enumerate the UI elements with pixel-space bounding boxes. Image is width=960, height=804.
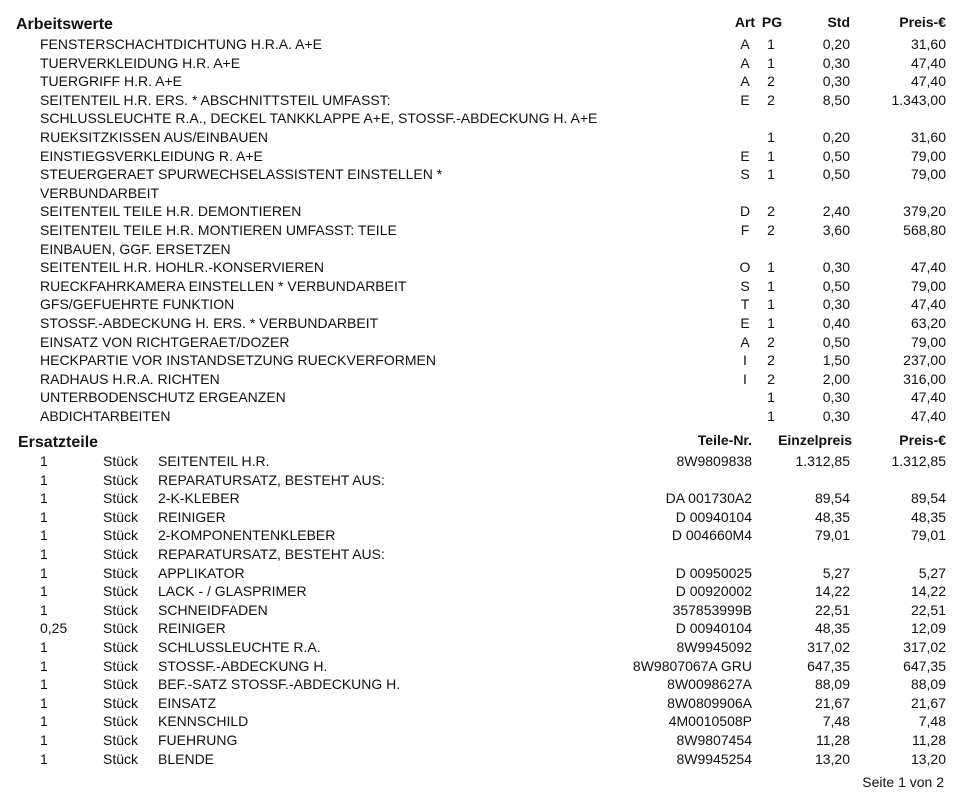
- ersatzteile-title: Ersatzteile: [18, 434, 99, 451]
- arbeitswerte-art: F: [740, 222, 750, 238]
- ersatzteile-einheit: Stück: [103, 564, 139, 581]
- arbeitswerte-preis: 47,40: [910, 296, 946, 313]
- ersatzteile-row: [0, 526, 960, 545]
- ersatzteile-preis: 88,09: [910, 676, 946, 693]
- arbeitswerte-row: [0, 314, 960, 333]
- arbeitswerte-std: 0,30: [822, 389, 850, 406]
- arbeitswerte-pg: 1: [767, 54, 775, 71]
- ersatzteile-preis: 647,35: [903, 657, 946, 674]
- ersatzteile-teilenr: 8W9809838: [676, 453, 752, 469]
- arbeitswerte-description: HECKPARTIE VOR INSTANDSETZUNG RUECKVERFORMEN: [40, 352, 436, 369]
- ersatzteile-bezeichnung: BEF.-SATZ STOSSF.-ABDECKUNG H.: [158, 676, 401, 693]
- ersatzteile-bezeichnung: FUEHRUNG: [158, 732, 238, 748]
- ersatzteile-einheit: Stück: [103, 639, 139, 655]
- arbeitswerte-preis: 1.343,00: [891, 91, 946, 108]
- arbeitswerte-std: 0,50: [822, 333, 850, 350]
- arbeitswerte-pg: 1: [767, 277, 775, 294]
- ersatzteile-bezeichnung: STOSSF.-ABDECKUNG H.: [158, 657, 328, 674]
- arbeitswerte-header-pg: PG: [761, 14, 783, 30]
- arbeitswerte-art: A: [740, 36, 750, 52]
- arbeitswerte-art: O: [739, 259, 751, 276]
- ersatzteile-menge: 1: [40, 490, 48, 507]
- arbeitswerte-description: FENSTERSCHACHTDICHTUNG H.R.A. A+E: [40, 36, 322, 52]
- ersatzteile-bezeichnung: BLENDE: [158, 750, 215, 767]
- arbeitswerte-row: [0, 351, 960, 370]
- ersatzteile-einzelpreis: 79,01: [814, 527, 850, 544]
- ersatzteile-row: [0, 564, 960, 583]
- ersatzteile-row: [0, 619, 960, 638]
- ersatzteile-einzelpreis: 14,22: [814, 583, 850, 600]
- ersatzteile-bezeichnung: REINIGER: [158, 620, 226, 637]
- ersatzteile-menge: 1: [40, 657, 48, 674]
- ersatzteile-bezeichnung: 2-K-KLEBER: [158, 490, 240, 507]
- ersatzteile-einzelpreis: 317,02: [807, 639, 850, 655]
- arbeitswerte-row: [0, 258, 960, 277]
- ersatzteile-preis: 1.312,85: [891, 453, 946, 469]
- ersatzteile-einzelpreis: 22,51: [814, 601, 850, 618]
- ersatzteile-row: [0, 601, 960, 620]
- ersatzteile-bezeichnung: REINIGER: [158, 508, 226, 525]
- arbeitswerte-row: [0, 147, 960, 166]
- arbeitswerte-preis: 316,00: [903, 370, 946, 387]
- ersatzteile-teilenr: D 00940104: [675, 508, 752, 525]
- ersatzteile-menge: 1: [40, 471, 48, 488]
- arbeitswerte-description: RUECKFAHRKAMERA EINSTELLEN * VERBUNDARBEIT: [40, 277, 407, 294]
- arbeitswerte-row: [0, 35, 960, 54]
- ersatzteile-einzelpreis: 1.312,85: [795, 453, 850, 469]
- arbeitswerte-art: S: [740, 166, 750, 183]
- ersatzteile-einzelpreis: 21,67: [814, 694, 850, 711]
- arbeitswerte-row: [0, 221, 960, 240]
- arbeitswerte-row: [0, 54, 960, 73]
- arbeitswerte-description: STOSSF.-ABDECKUNG H. ERS. * VERBUNDARBEIT: [40, 315, 379, 331]
- arbeitswerte-description: SEITENTEIL H.R. ERS. * ABSCHNITTSTEIL UMFASST:: [40, 91, 391, 108]
- arbeitswerte-pg: 1: [767, 129, 775, 145]
- ersatzteile-menge: 1: [40, 639, 48, 655]
- arbeitswerte-row: [0, 295, 960, 314]
- ersatzteile-einheit: Stück: [103, 471, 139, 488]
- arbeitswerte-description: EINSATZ VON RICHTGERAET/DOZER: [40, 333, 290, 350]
- arbeitswerte-header-std: Std: [827, 14, 850, 30]
- arbeitswerte-preis: 79,00: [910, 277, 946, 294]
- arbeitswerte-pg: 2: [767, 222, 775, 238]
- ersatzteile-row: [0, 675, 960, 694]
- ersatzteile-row: [0, 582, 960, 601]
- ersatzteile-teilenr: 8W0098627A: [667, 676, 752, 693]
- ersatzteile-einzelpreis: 647,35: [807, 657, 850, 674]
- ersatzteile-einheit: Stück: [103, 732, 139, 748]
- ersatzteile-teilenr: 8W9945092: [676, 639, 752, 655]
- arbeitswerte-preis: 568,80: [903, 222, 946, 238]
- arbeitswerte-description: TUERGRIFF H.R. A+E: [40, 73, 182, 90]
- arbeitswerte-description: SEITENTEIL TEILE H.R. DEMONTIEREN: [40, 203, 302, 220]
- ersatzteile-einheit: Stück: [103, 601, 139, 618]
- arbeitswerte-row: [0, 165, 960, 184]
- arbeitswerte-preis: 63,20: [910, 315, 946, 331]
- arbeitswerte-preis: 79,00: [910, 166, 946, 183]
- arbeitswerte-art: I: [743, 352, 747, 369]
- ersatzteile-bezeichnung: EINSATZ: [158, 694, 217, 711]
- ersatzteile-preis: 5,27: [918, 564, 946, 581]
- arbeitswerte-preis: 79,00: [910, 147, 946, 164]
- arbeitswerte-art: T: [740, 296, 750, 313]
- arbeitswerte-row: [0, 407, 960, 426]
- ersatzteile-preis: 317,02: [903, 639, 946, 655]
- arbeitswerte-pg: 2: [767, 370, 775, 387]
- ersatzteile-einheit: Stück: [103, 508, 139, 525]
- ersatzteile-bezeichnung: SCHLUSSLEUCHTE R.A.: [158, 639, 321, 655]
- ersatzteile-menge: 1: [40, 601, 48, 618]
- arbeitswerte-std: 3,60: [822, 222, 850, 238]
- ersatzteile-preis: 22,51: [910, 601, 946, 618]
- ersatzteile-menge: 1: [40, 508, 48, 525]
- arbeitswerte-std: 0,20: [822, 129, 850, 145]
- arbeitswerte-row: [0, 240, 960, 259]
- ersatzteile-einheit: Stück: [103, 546, 139, 562]
- ersatzteile-row: [0, 638, 960, 657]
- arbeitswerte-description: SEITENTEIL TEILE H.R. MONTIEREN UMFASST: TEILE: [40, 222, 397, 238]
- arbeitswerte-pg: 2: [767, 333, 775, 350]
- ersatzteile-einzelpreis: 48,35: [814, 620, 850, 637]
- ersatzteile-bezeichnung: 2-KOMPONENTENKLEBER: [158, 527, 336, 544]
- arbeitswerte-description: SCHLUSSLEUCHTE R.A., DECKEL TANKKLAPPE A+E, STOSSF.-ABDECKUNG H. A+E: [40, 110, 598, 127]
- arbeitswerte-title: Arbeitswerte: [16, 16, 113, 33]
- arbeitswerte-art: E: [740, 147, 750, 164]
- arbeitswerte-row: [0, 202, 960, 221]
- ersatzteile-einheit: Stück: [103, 713, 139, 730]
- ersatzteile-preis: 89,54: [910, 490, 946, 507]
- arbeitswerte-art: S: [740, 277, 750, 294]
- arbeitswerte-row: [0, 109, 960, 128]
- arbeitswerte-art: E: [740, 91, 750, 108]
- arbeitswerte-std: 0,30: [822, 296, 850, 313]
- arbeitswerte-description: EINBAUEN, GGF. ERSETZEN: [40, 240, 231, 257]
- arbeitswerte-std: 0,50: [822, 147, 850, 164]
- ersatzteile-menge: 0,25: [40, 620, 68, 637]
- arbeitswerte-std: 2,40: [822, 203, 850, 220]
- ersatzteile-bezeichnung: REPARATURSATZ, BESTEHT AUS:: [158, 471, 385, 488]
- arbeitswerte-pg: 1: [767, 36, 775, 52]
- ersatzteile-bezeichnung: SEITENTEIL H.R.: [158, 453, 270, 469]
- arbeitswerte-art: A: [740, 73, 750, 90]
- ersatzteile-teilenr: D 00940104: [675, 620, 752, 637]
- arbeitswerte-row: [0, 333, 960, 352]
- arbeitswerte-description: RADHAUS H.R.A. RICHTEN: [40, 370, 220, 387]
- ersatzteile-header-teilenr: Teile-Nr.: [697, 432, 752, 448]
- ersatzteile-teilenr: D 004660M4: [671, 527, 752, 544]
- arbeitswerte-std: 0,30: [822, 259, 850, 276]
- arbeitswerte-std: 8,50: [822, 91, 850, 108]
- arbeitswerte-row: [0, 184, 960, 203]
- arbeitswerte-pg: 2: [767, 73, 775, 90]
- arbeitswerte-art: D: [739, 203, 751, 220]
- arbeitswerte-std: 2,00: [822, 370, 850, 387]
- ersatzteile-row: [0, 712, 960, 731]
- arbeitswerte-description: UNTERBODENSCHUTZ ERGEANZEN: [40, 389, 286, 406]
- ersatzteile-preis: 11,28: [912, 732, 946, 748]
- ersatzteile-row: [0, 508, 960, 527]
- arbeitswerte-std: 0,40: [822, 315, 850, 331]
- ersatzteile-preis: 79,01: [910, 527, 946, 544]
- ersatzteile-einheit: Stück: [103, 657, 139, 674]
- arbeitswerte-std: 0,30: [822, 73, 850, 90]
- ersatzteile-bezeichnung: LACK - / GLASPRIMER: [158, 583, 307, 600]
- ersatzteile-teilenr: 8W9807454: [676, 732, 752, 748]
- ersatzteile-bezeichnung: REPARATURSATZ, BESTEHT AUS:: [158, 546, 385, 562]
- ersatzteile-menge: 1: [40, 564, 48, 581]
- ersatzteile-einheit: Stück: [103, 676, 139, 693]
- arbeitswerte-std: 0,50: [822, 166, 850, 183]
- arbeitswerte-std: 1,50: [822, 352, 850, 369]
- arbeitswerte-art: A: [740, 54, 750, 71]
- arbeitswerte-description: EINSTIEGSVERKLEIDUNG R. A+E: [40, 147, 263, 164]
- ersatzteile-bezeichnung: APPLIKATOR: [158, 564, 245, 581]
- ersatzteile-teilenr: 8W0809906A: [667, 694, 752, 711]
- ersatzteile-einzelpreis: 89,54: [814, 490, 850, 507]
- arbeitswerte-pg: 1: [767, 296, 775, 313]
- ersatzteile-menge: 1: [40, 732, 48, 748]
- ersatzteile-header-preis: Preis-€: [899, 432, 946, 448]
- ersatzteile-bezeichnung: SCHNEIDFADEN: [158, 601, 268, 618]
- arbeitswerte-pg: 1: [767, 147, 775, 164]
- arbeitswerte-preis: 79,00: [910, 333, 946, 350]
- ersatzteile-row: [0, 657, 960, 676]
- arbeitswerte-description: TUERVERKLEIDUNG H.R. A+E: [40, 54, 241, 71]
- ersatzteile-menge: 1: [40, 676, 48, 693]
- ersatzteile-preis: 48,35: [910, 508, 946, 525]
- ersatzteile-einzelpreis: 88,09: [814, 676, 850, 693]
- arbeitswerte-row: [0, 72, 960, 91]
- ersatzteile-teilenr: 357853999B: [672, 601, 752, 618]
- ersatzteile-row: [0, 545, 960, 564]
- ersatzteile-menge: 1: [40, 546, 48, 562]
- arbeitswerte-art: A: [740, 333, 750, 350]
- arbeitswerte-row: [0, 370, 960, 389]
- ersatzteile-header-einzelpreis: Einzelpreis: [778, 432, 852, 448]
- ersatzteile-menge: 1: [40, 750, 48, 767]
- ersatzteile-teilenr: 4M0010508P: [668, 713, 752, 730]
- arbeitswerte-art: E: [740, 315, 750, 331]
- arbeitswerte-description: SEITENTEIL H.R. HOHLR.-KONSERVIEREN: [40, 259, 324, 276]
- arbeitswerte-header-preis: Preis-€: [899, 14, 946, 30]
- arbeitswerte-row: [0, 277, 960, 296]
- ersatzteile-einheit: Stück: [103, 694, 139, 711]
- ersatzteile-einzelpreis: 5,27: [822, 564, 850, 581]
- arbeitswerte-header-art: Art: [734, 14, 756, 30]
- page-number: Seite 1 von 2: [862, 774, 944, 790]
- ersatzteile-bezeichnung: KENNSCHILD: [158, 713, 249, 730]
- ersatzteile-row: [0, 694, 960, 713]
- arbeitswerte-preis: 31,60: [910, 129, 946, 145]
- ersatzteile-menge: 1: [40, 713, 48, 730]
- ersatzteile-row: [0, 731, 960, 750]
- ersatzteile-preis: 7,48: [918, 713, 946, 730]
- ersatzteile-teilenr: D 00950025: [675, 564, 752, 581]
- arbeitswerte-description: VERBUNDARBEIT: [40, 184, 160, 201]
- arbeitswerte-description: RUEKSITZKISSEN AUS/EINBAUEN: [40, 129, 268, 145]
- arbeitswerte-row: [0, 388, 960, 407]
- ersatzteile-preis: 12,09: [910, 620, 946, 637]
- ersatzteile-teilenr: 8W9807067A GRU: [632, 657, 752, 674]
- arbeitswerte-row: [0, 91, 960, 110]
- ersatzteile-teilenr: DA 001730A2: [665, 490, 752, 507]
- ersatzteile-einheit: Stück: [103, 583, 139, 600]
- ersatzteile-row: [0, 452, 960, 471]
- ersatzteile-einzelpreis: 11,28: [816, 732, 850, 748]
- arbeitswerte-pg: 2: [767, 203, 775, 220]
- arbeitswerte-std: 0,30: [822, 54, 850, 71]
- ersatzteile-einheit: Stück: [103, 453, 139, 469]
- ersatzteile-row: [0, 471, 960, 490]
- ersatzteile-row: [0, 750, 960, 769]
- arbeitswerte-preis: 47,40: [910, 54, 946, 71]
- ersatzteile-einzelpreis: 48,35: [814, 508, 850, 525]
- arbeitswerte-preis: 47,40: [910, 259, 946, 276]
- ersatzteile-einheit: Stück: [103, 620, 139, 637]
- ersatzteile-menge: 1: [40, 583, 48, 600]
- arbeitswerte-row: [0, 128, 960, 147]
- arbeitswerte-description: ABDICHTARBEITEN: [40, 408, 171, 424]
- ersatzteile-menge: 1: [40, 694, 48, 711]
- ersatzteile-preis: 13,20: [910, 750, 946, 767]
- ersatzteile-preis: 14,22: [910, 583, 946, 600]
- arbeitswerte-std: 0,20: [822, 36, 850, 52]
- arbeitswerte-std: 0,50: [822, 277, 850, 294]
- arbeitswerte-pg: 2: [767, 91, 775, 108]
- arbeitswerte-pg: 1: [767, 315, 775, 331]
- arbeitswerte-preis: 47,40: [910, 73, 946, 90]
- arbeitswerte-preis: 47,40: [910, 389, 946, 406]
- arbeitswerte-pg: 2: [767, 352, 775, 369]
- arbeitswerte-pg: 1: [767, 389, 775, 406]
- ersatzteile-einzelpreis: 13,20: [814, 750, 850, 767]
- ersatzteile-einzelpreis: 7,48: [822, 713, 850, 730]
- arbeitswerte-description: STEUERGERAET SPURWECHSELASSISTENT EINSTELLEN *: [40, 166, 443, 183]
- ersatzteile-preis: 21,67: [910, 694, 946, 711]
- arbeitswerte-pg: 1: [767, 259, 775, 276]
- arbeitswerte-preis: 31,60: [910, 36, 946, 52]
- ersatzteile-menge: 1: [40, 453, 48, 469]
- arbeitswerte-preis: 379,20: [903, 203, 946, 220]
- ersatzteile-teilenr: D 00920002: [675, 583, 752, 600]
- ersatzteile-einheit: Stück: [103, 750, 139, 767]
- ersatzteile-einheit: Stück: [103, 527, 139, 544]
- ersatzteile-einheit: Stück: [103, 490, 139, 507]
- arbeitswerte-art: I: [743, 370, 747, 387]
- arbeitswerte-std: 0,30: [822, 408, 850, 424]
- ersatzteile-teilenr: 8W9945254: [676, 750, 752, 767]
- ersatzteile-menge: 1: [40, 527, 48, 544]
- arbeitswerte-pg: 1: [767, 408, 775, 424]
- arbeitswerte-preis: 47,40: [910, 408, 946, 424]
- ersatzteile-row: [0, 489, 960, 508]
- arbeitswerte-pg: 1: [767, 166, 775, 183]
- arbeitswerte-preis: 237,00: [903, 352, 946, 369]
- arbeitswerte-description: GFS/GEFUEHRTE FUNKTION: [40, 296, 235, 313]
